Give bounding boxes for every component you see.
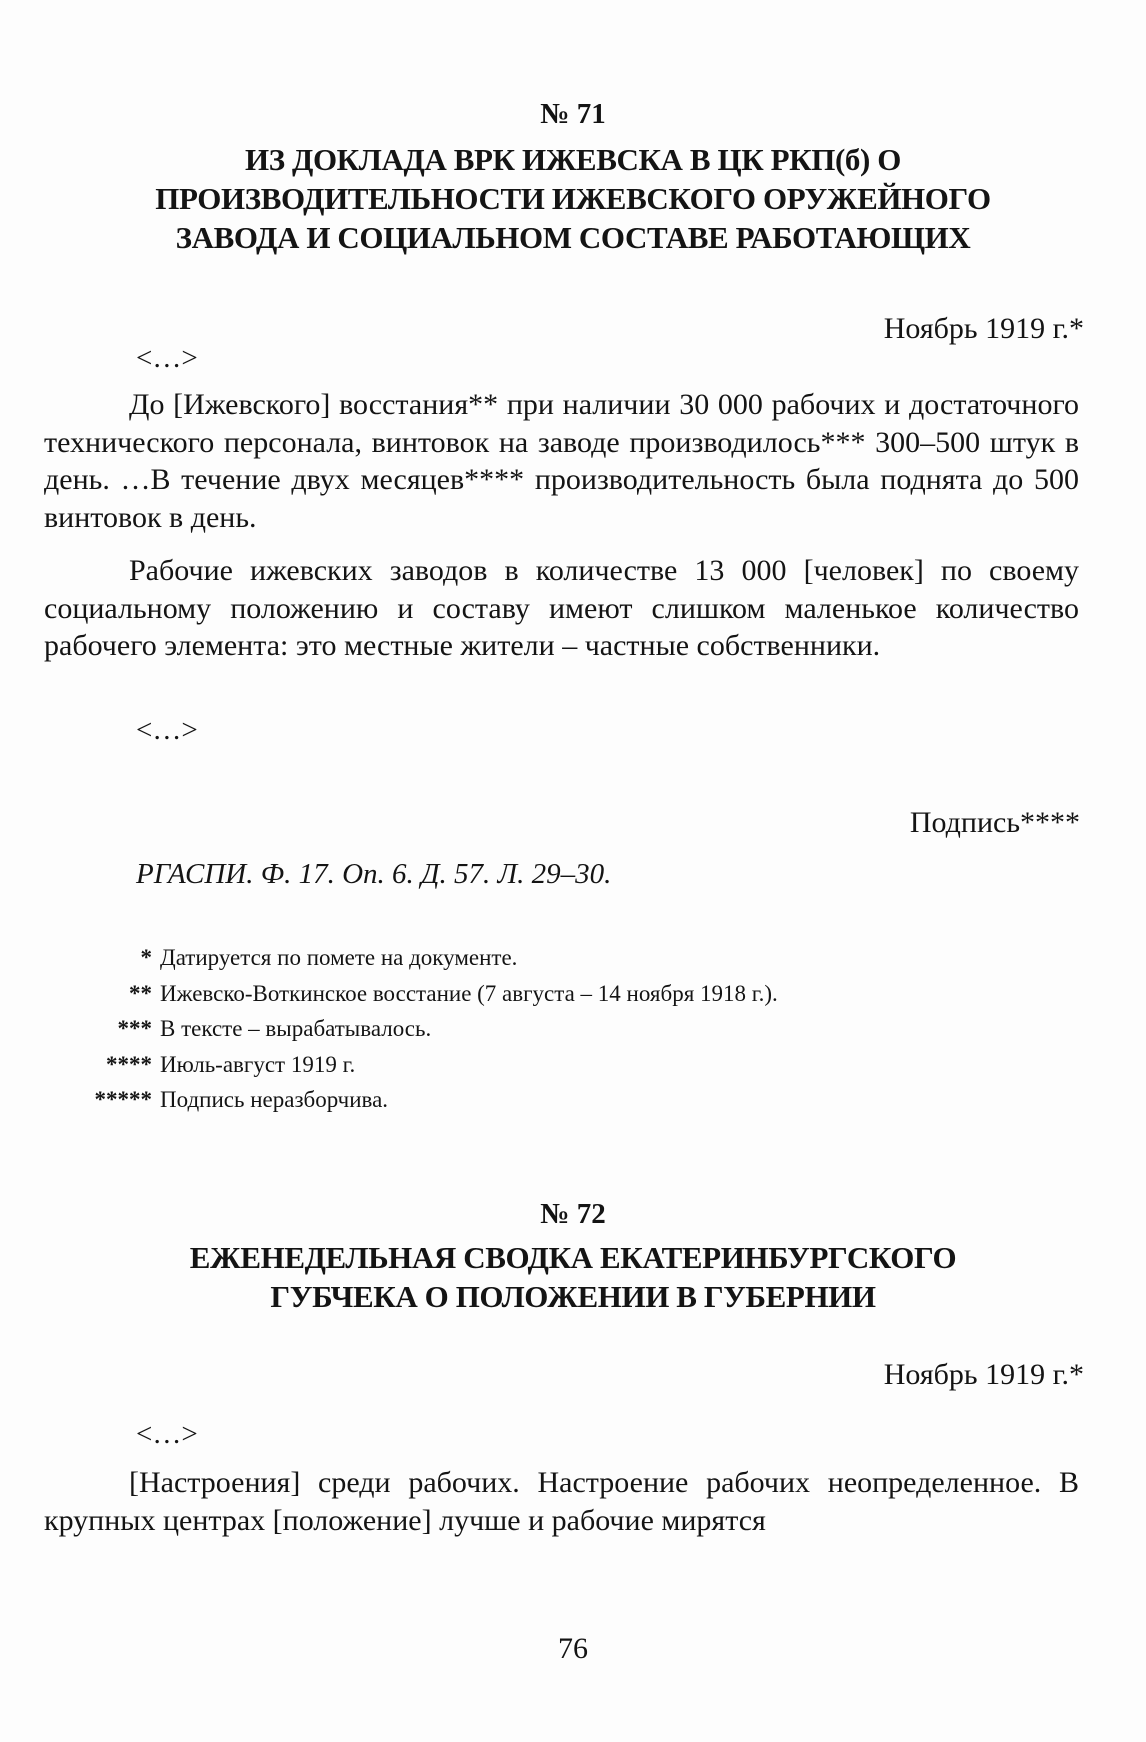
- doc71-archive-reference: РГАСПИ. Ф. 17. Оп. 6. Д. 57. Л. 29–30.: [136, 858, 612, 890]
- doc71-footnotes: [48, 940, 948, 1118]
- doc71-title: [0, 140, 1146, 257]
- footnote-text: Датируется по помете на документе.: [160, 945, 518, 970]
- footnote: [48, 1047, 948, 1083]
- doc71-signature: Подпись****: [909, 806, 1080, 839]
- doc72-title-line: ЕЖЕНЕДЕЛЬНАЯ СВОДКА ЕКАТЕРИНБУРГСКОГО: [189, 1240, 957, 1275]
- doc72-number: № 72: [540, 1198, 606, 1230]
- footnote-text: Ижевско-Воткинское восстание (7 августа – 14 ноября 1918 г.).: [160, 980, 778, 1006]
- doc71-ellipsis-top: <…>: [136, 342, 198, 374]
- doc72-title-line: ГУБЧЕКА О ПОЛОЖЕНИИ В ГУБЕРНИИ: [270, 1279, 876, 1314]
- footnote: [48, 1082, 948, 1118]
- footnote-text: В тексте – вырабатывалось.: [160, 1016, 432, 1041]
- doc71-title-line: ПРОИЗВОДИТЕЛЬНОСТИ ИЖЕВСКОГО ОРУЖЕЙНОГО: [155, 181, 991, 216]
- doc72-title: [0, 1238, 1146, 1316]
- doc72-paragraph: [Настроения] среди рабочих. Настроение рабочих неопределенное. В крупных центрах [положение] лучше и рабочие мирятся: [44, 1466, 1079, 1537]
- footnote-text: Подпись неразборчива.: [160, 1087, 389, 1112]
- footnote-mark: ***: [117, 1016, 152, 1041]
- doc71-title-line: ИЗ ДОКЛАДА ВРК ИЖЕВСКА В ЦК РКП(б) О: [245, 142, 901, 177]
- page-number: 76: [558, 1632, 588, 1665]
- footnote: [48, 1011, 948, 1047]
- doc71-ellipsis-bottom: <…>: [136, 714, 198, 746]
- footnote: [48, 976, 948, 1012]
- footnote-mark: **: [129, 980, 152, 1006]
- doc71-date: Ноябрь 1919 г.*: [883, 312, 1084, 345]
- doc71-number: № 71: [540, 98, 606, 130]
- doc72-date: Ноябрь 1919 г.*: [883, 1358, 1084, 1391]
- footnote-mark: *****: [94, 1087, 152, 1112]
- doc71-title-line: ЗАВОДА И СОЦИАЛЬНОМ СОСТАВЕ РАБОТАЮЩИХ: [175, 220, 971, 255]
- doc72-ellipsis: <…>: [136, 1418, 198, 1450]
- footnote-text: Июль-август 1919 г.: [160, 1051, 356, 1077]
- doc71-paragraph: Рабочие ижевских заводов в количестве 13 000 [человек] по своему социальному положению и составу имеют слишком маленькое количество рабочего элемента: это местные жители – частные собственники.: [44, 554, 1079, 662]
- footnote: [48, 940, 948, 976]
- footnote-mark: *: [140, 945, 152, 970]
- footnote-mark: ****: [106, 1051, 152, 1077]
- doc71-paragraph: До [Ижевского] восстания** при наличии 30 000 рабочих и достаточного технического персонала, винтовок на заводе производилось*** 300–500 штук в день. …В течение двух месяцев**** производительность была поднята до 500 винтовок в день.: [44, 388, 1079, 534]
